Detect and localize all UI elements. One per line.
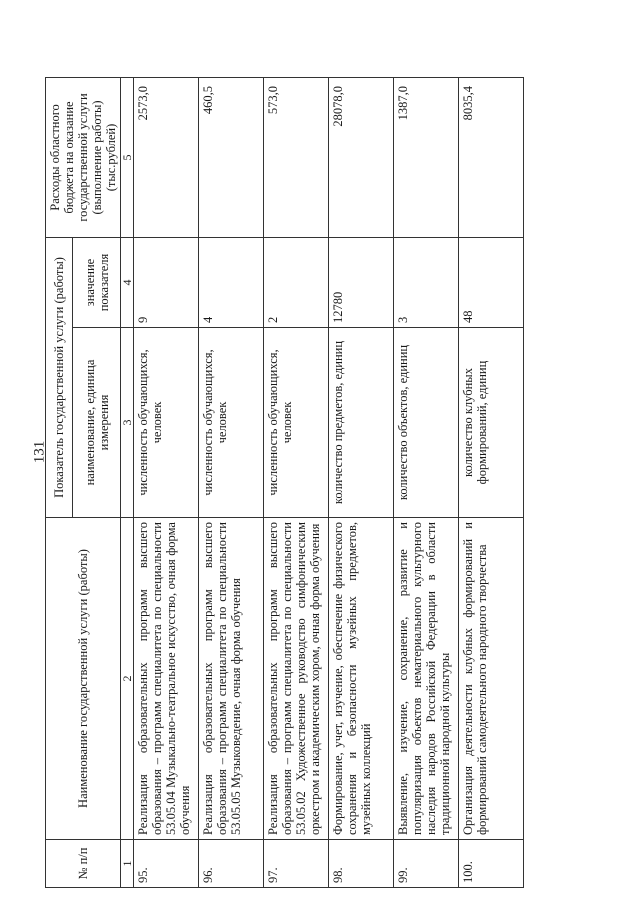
row-number: 97. <box>264 840 329 888</box>
table-row <box>394 77 459 887</box>
indicator-unit: количество предметов, единиц <box>329 328 394 518</box>
row-number: 99. <box>394 840 459 888</box>
indicator-unit: количество клубных формирований, единиц <box>459 328 524 518</box>
column-index: 4 <box>121 237 134 327</box>
indicator-unit: численность обучающихся, человек <box>134 328 199 518</box>
rotated-table-wrapper <box>45 78 563 888</box>
table-row <box>264 77 329 887</box>
table-row <box>329 77 394 887</box>
service-name: Формирование, учет, изучение, обеспечение физического сохранения и безопасности музейных предметов, музейных коллекций <box>329 518 394 840</box>
indicator-unit: численность обучающихся, человек <box>264 328 329 518</box>
services-table <box>45 77 524 888</box>
service-name: Организация деятельности клубных формирований и формирований самодеятельного народного творчества <box>459 518 524 840</box>
column-index-row <box>121 77 134 887</box>
expenses-amount: 573,0 <box>264 77 329 237</box>
table-row <box>134 77 199 887</box>
expenses-amount: 1387,0 <box>394 77 459 237</box>
indicator-value: 48 <box>459 237 524 327</box>
table-row <box>459 77 524 887</box>
row-number: 100. <box>459 840 524 888</box>
expenses-amount: 460,5 <box>199 77 264 237</box>
expenses-amount: 2573,0 <box>134 77 199 237</box>
header-indicator-group: Показатель государственной услуги (работы) <box>46 237 73 517</box>
table-row <box>199 77 264 887</box>
column-index: 5 <box>121 77 134 237</box>
indicator-value: 2 <box>264 237 329 327</box>
row-number: 98. <box>329 840 394 888</box>
header-value: значение показателя <box>73 237 121 327</box>
header-unit: наименование, единица измерения <box>73 328 121 518</box>
indicator-unit: количество объектов, единиц <box>394 328 459 518</box>
page-number: 131 <box>31 440 48 464</box>
header-expenses: Расходы областного бюджета на оказание государственной услуги (выполнение работы) (тыс.рублей) <box>46 77 121 237</box>
column-index: 1 <box>121 840 134 888</box>
column-index: 2 <box>121 518 134 840</box>
row-number: 95. <box>134 840 199 888</box>
indicator-unit: численность обучающихся, человек <box>199 328 264 518</box>
service-name: Выявление, изучение, сохранение, развитие и популяризация объектов нематериального культурного наследия народов Российской Федерации в области традиционной народной культуры <box>394 518 459 840</box>
service-name: Реализация образовательных программ высшего образования – программ специалитета по специальности 53.05.05 Музыковедение, очная форма обучения <box>199 518 264 840</box>
indicator-value: 9 <box>134 237 199 327</box>
header-num: № п/п <box>46 840 121 888</box>
header-service: Наименование государственной услуги (работы) <box>46 518 121 840</box>
indicator-value: 4 <box>199 237 264 327</box>
indicator-value: 3 <box>394 237 459 327</box>
row-number: 96. <box>199 840 264 888</box>
service-name: Реализация образовательных программ высшего образования – программ специалитета по специальности 53.05.02 Художественное руководство симфоническим оркестром и академическим хором, очная форма обучения <box>264 518 329 840</box>
column-index: 3 <box>121 328 134 518</box>
expenses-amount: 28078,0 <box>329 77 394 237</box>
service-name: Реализация образовательных программ высшего образования – программ специалитета по специальности 53.05.04 Музыкально-театральное искусство, очная форма обучения <box>134 518 199 840</box>
indicator-value: 12780 <box>329 237 394 327</box>
expenses-amount: 8035,4 <box>459 77 524 237</box>
